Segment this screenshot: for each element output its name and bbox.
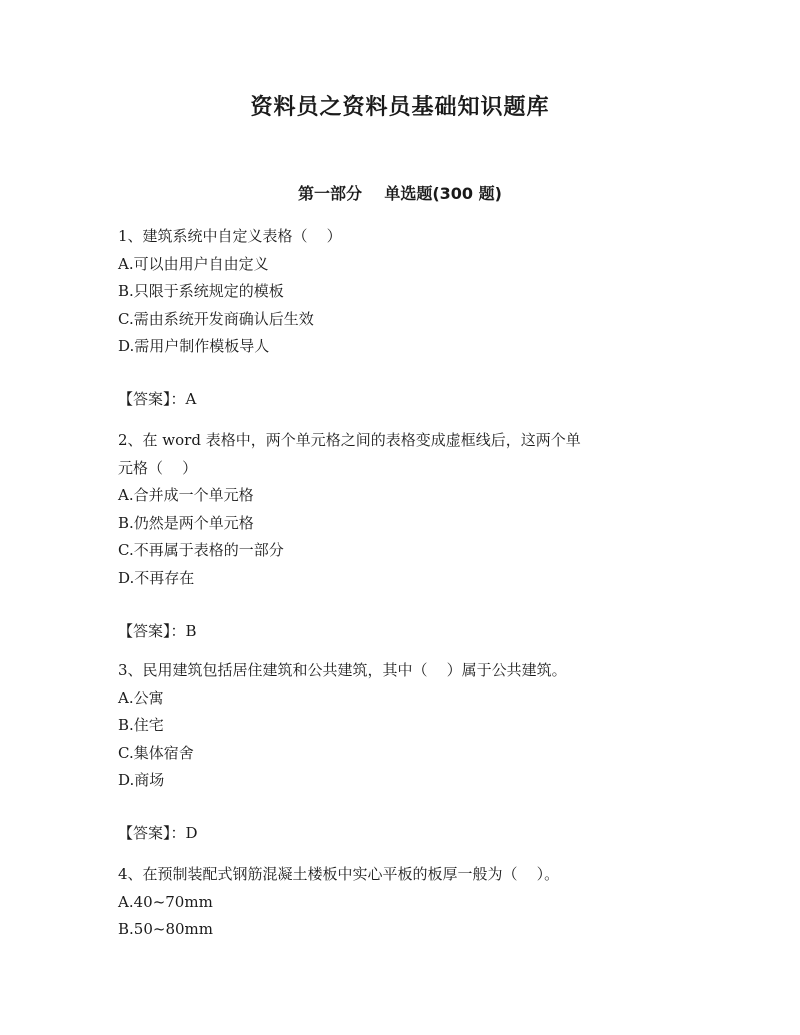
document-title: 资料员之资料员基础知识题库 <box>250 95 550 120</box>
option-a: A.40~70mm <box>118 892 213 911</box>
question-2 <box>118 427 678 592</box>
option-d: D.需用户制作模板导人 <box>118 337 270 355</box>
answer-3: 【答案】：D <box>118 824 198 842</box>
section-title: 第一部分 单选题(300 题) <box>298 184 502 203</box>
option-b: B.仍然是两个单元格 <box>118 513 254 532</box>
option-d: D.商场 <box>118 771 165 789</box>
option-a: A.公寓 <box>118 688 164 707</box>
answer-1: 【答案】：A <box>118 390 197 408</box>
option-a: A.合并成一个单元格 <box>118 486 254 504</box>
question-stem: 3、民用建筑包括居住建筑和公共建筑，其中（ ）属于公共建筑。 <box>118 661 567 679</box>
option-b: B.住宅 <box>118 716 164 734</box>
option-b: B.只限于系统规定的模板 <box>118 282 284 300</box>
answer-2: 【答案】：B <box>118 622 197 640</box>
question-1 <box>118 223 678 361</box>
option-b: B.50~80mm <box>118 920 213 938</box>
question-3 <box>118 657 678 795</box>
option-c: C.集体宿舍 <box>118 743 194 762</box>
question-stem-line-1: 2、在 word 表格中，两个单元格之间的表格变成虚框线后，这两个单 <box>118 431 581 449</box>
question-stem: 1、建筑系统中自定义表格（ ） <box>118 227 342 245</box>
question-stem-line-2: 元格（ ） <box>118 458 198 477</box>
option-a: A.可以由用户自由定义 <box>118 254 269 273</box>
question-4 <box>118 861 678 944</box>
option-c: C.不再属于表格的一部分 <box>118 541 284 559</box>
option-c: C.需由系统开发商确认后生效 <box>118 309 314 328</box>
question-stem: 4、在预制装配式钢筋混凝土楼板中实心平板的板厚一般为（ ）。 <box>118 865 560 883</box>
option-d: D.不再存在 <box>118 568 195 587</box>
